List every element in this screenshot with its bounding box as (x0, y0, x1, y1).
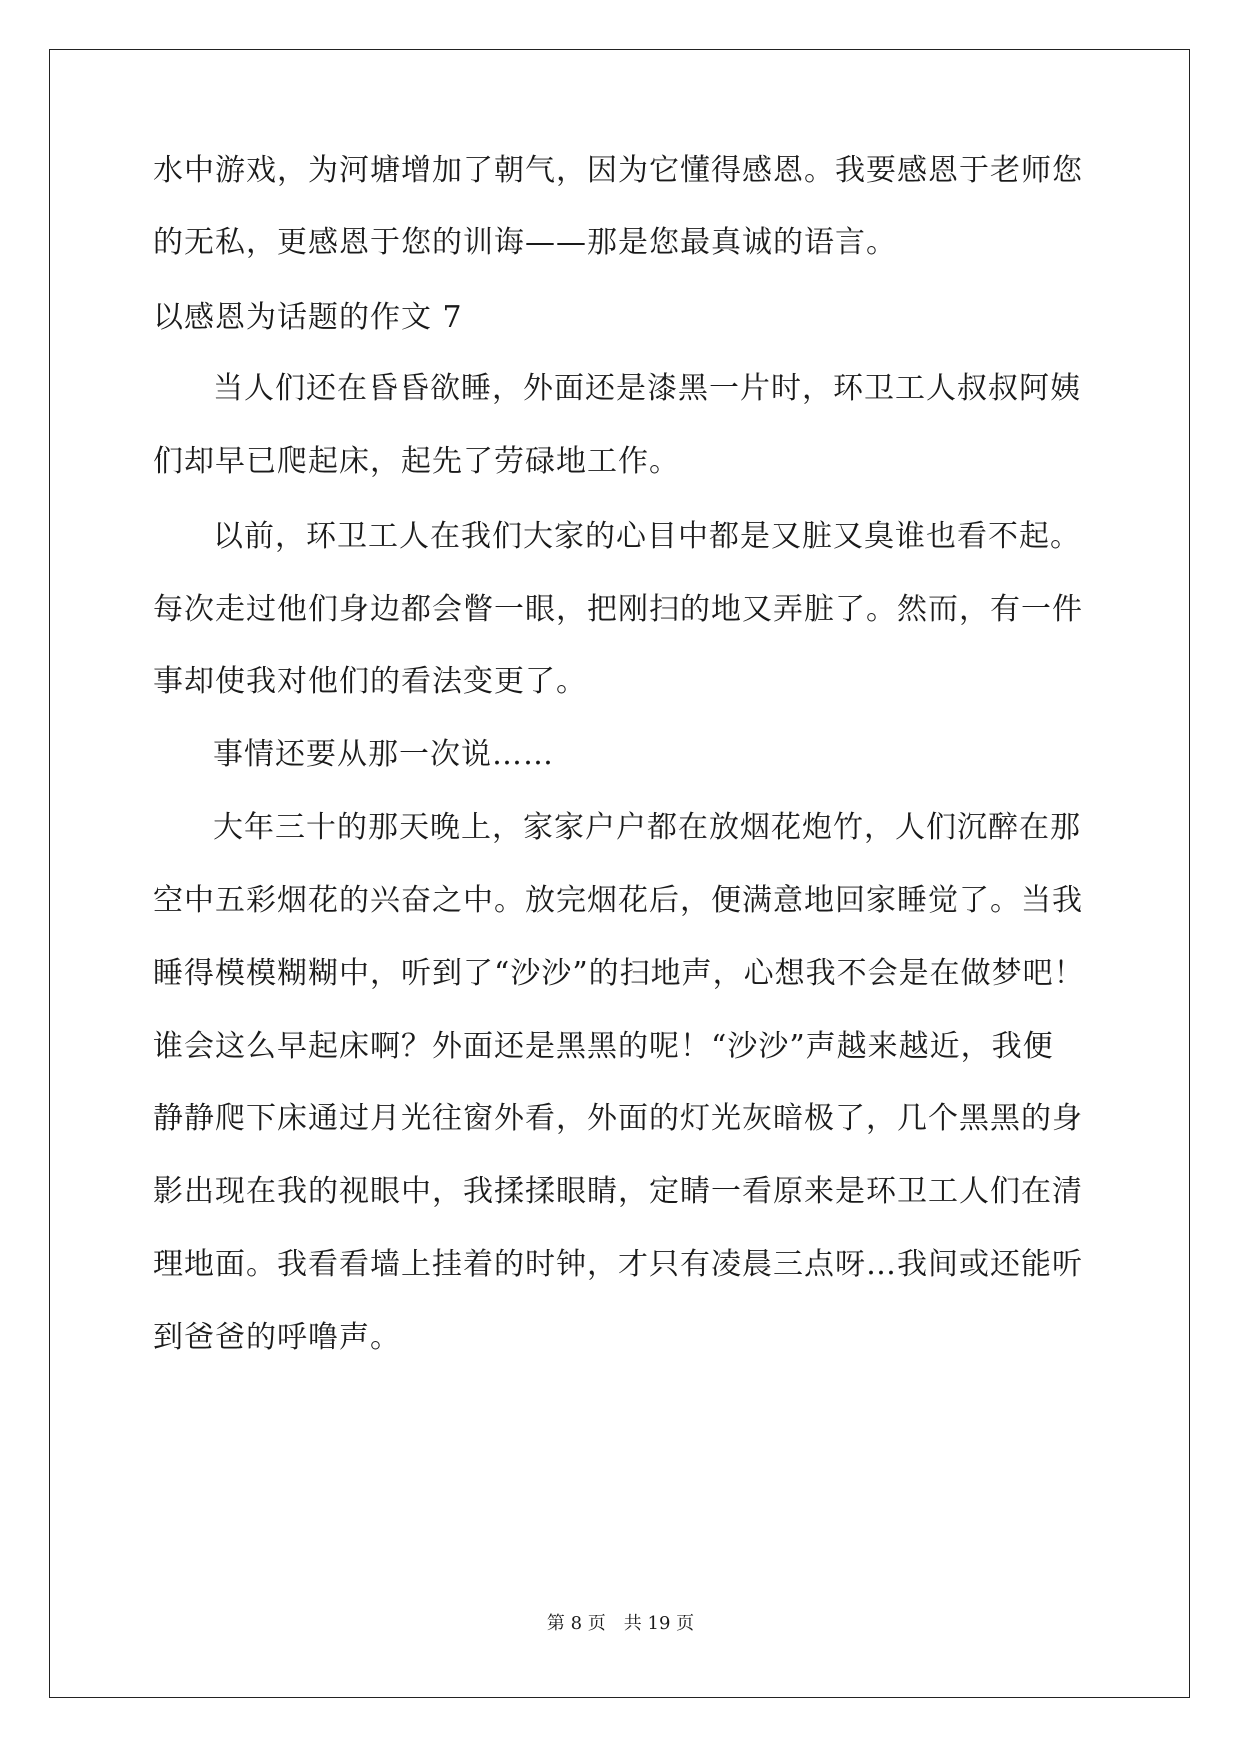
text-line: 睡得模模糊糊中，听到了“沙沙”的扫地声，心想我不会是在做梦吧！ (153, 956, 1085, 991)
text-line: 空中五彩烟花的兴奋之中。放完烟花后，便满意地回家睡觉了。当我 (153, 883, 1083, 918)
text-line: 理地面。我看看墙上挂着的时钟，才只有凌晨三点呀…我间或还能听 (153, 1247, 1083, 1282)
paragraph-start: 事情还要从那一次说…… (213, 737, 554, 772)
text-line: 们却早已爬起床，起先了劳碌地工作。 (153, 444, 680, 479)
page-border (49, 49, 1190, 1698)
text-line: 到爸爸的呼噜声。 (153, 1320, 401, 1355)
section-heading: 以感恩为话题的作文 7 (153, 300, 463, 335)
paragraph-start: 当人们还在昏昏欲睡，外面还是漆黑一片时，环卫工人叔叔阿姨 (213, 371, 1081, 406)
text-line: 水中游戏，为河塘增加了朝气，因为它懂得感恩。我要感恩于老师您 (153, 153, 1083, 188)
text-line: 静静爬下床通过月光往窗外看，外面的灯光灰暗极了，几个黑黑的身 (153, 1101, 1083, 1136)
page-number: 第 8 页 共 19 页 (546, 1613, 695, 1634)
text-line: 影出现在我的视眼中，我揉揉眼睛，定睛一看原来是环卫工人们在清 (153, 1174, 1083, 1209)
paragraph-start: 以前，环卫工人在我们大家的心目中都是又脏又臭谁也看不起。 (213, 519, 1081, 554)
text-line: 事却使我对他们的看法变更了。 (153, 664, 587, 699)
paragraph-start: 大年三十的那天晚上，家家户户都在放烟花炮竹，人们沉醉在那 (213, 810, 1081, 845)
text-line: 每次走过他们身边都会瞥一眼，把刚扫的地又弄脏了。然而，有一件 (153, 592, 1083, 627)
text-line: 的无私，更感恩于您的训诲——那是您最真诚的语言。 (153, 225, 897, 260)
text-line: 谁会这么早起床啊？外面还是黑黑的呢！“沙沙”声越来越近，我便 (153, 1029, 1054, 1064)
